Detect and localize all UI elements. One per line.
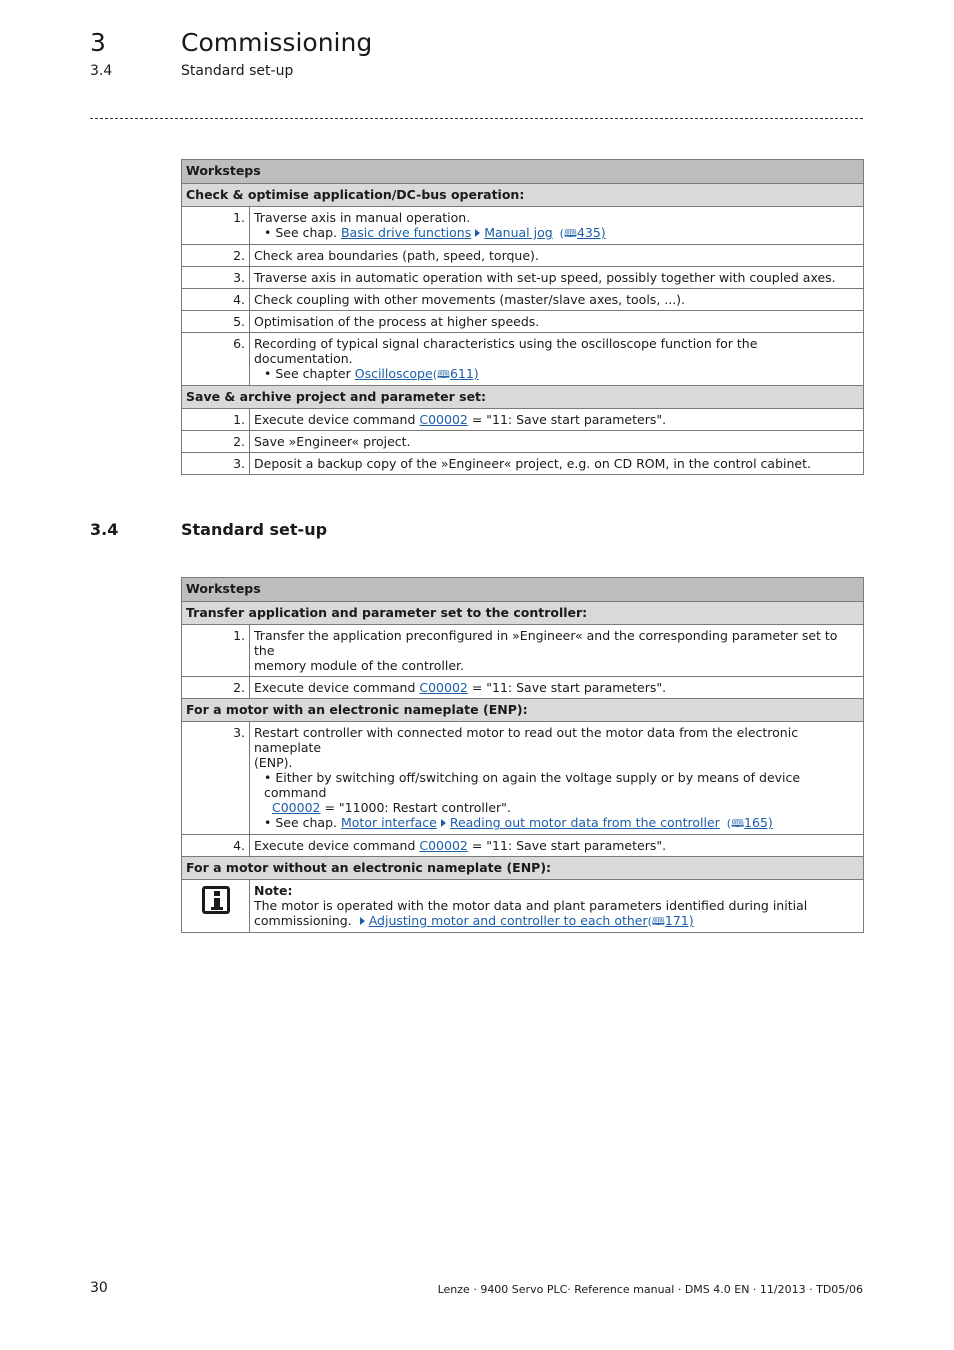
step-text: Traverse axis in automatic operation with set-up speed, possibly together with coupled axes. <box>250 267 864 289</box>
worksteps-table-2 <box>181 577 864 933</box>
table-row <box>182 333 864 386</box>
step-post: = "11: Save start parameters". <box>467 412 667 427</box>
step-number: 1. <box>182 207 250 245</box>
arrow-right-icon <box>441 819 446 827</box>
section-row: Transfer application and parameter set to the controller: <box>182 602 864 625</box>
step-post: = "11: Save start parameters". <box>467 838 667 853</box>
arrow-right-icon <box>360 917 365 925</box>
step-number: 6. <box>182 333 250 386</box>
table-row <box>182 311 864 333</box>
step-text <box>250 409 864 431</box>
arrow-right-icon <box>475 229 480 237</box>
step-number: 1. <box>182 409 250 431</box>
step-number: 3. <box>182 453 250 475</box>
section-row: Check & optimise application/DC-bus operation: <box>182 184 864 207</box>
step-description: Recording of typical signal characteristics using the oscilloscope function for the documentation. <box>254 336 758 366</box>
step-text: Deposit a backup copy of the »Engineer« project, e.g. on CD ROM, in the control cabinet. <box>250 453 864 475</box>
book-icon: (🕮 <box>552 227 577 240</box>
heading-number: 3.4 <box>90 520 119 539</box>
footer-reference: Lenze · 9400 Servo PLC· Reference manual · DMS 4.0 EN · 11/2013 · TD05/06 <box>437 1283 863 1296</box>
step-description: Traverse axis in manual operation. <box>254 210 471 225</box>
see-reference <box>254 815 859 831</box>
step-number: 2. <box>182 677 250 699</box>
link-basic-drive-functions[interactable]: Basic drive functions <box>340 225 472 240</box>
table-header: Worksteps <box>182 578 864 602</box>
step-number: 4. <box>182 289 250 311</box>
table-row <box>182 625 864 677</box>
step-line: Transfer the application preconfigured in »Engineer« and the corresponding parameter set to the <box>254 628 838 658</box>
page-ref-165[interactable]: 165) <box>744 815 773 830</box>
link-motor-interface[interactable]: Motor interface <box>340 815 437 830</box>
step-pre: Execute device command <box>254 680 420 695</box>
table-row <box>182 677 864 699</box>
see-prefix: • See chap. <box>264 815 341 830</box>
note-pre: commissioning. <box>254 913 352 928</box>
book-icon: (🕮 <box>432 368 450 381</box>
section-row: Save & archive project and parameter set: <box>182 386 864 409</box>
step-post: = "11: Save start parameters". <box>467 680 667 695</box>
step-text <box>250 722 864 835</box>
table-row <box>182 835 864 857</box>
step-number: 4. <box>182 835 250 857</box>
step-number: 3. <box>182 722 250 835</box>
bullet-post: = "11000: Restart controller". <box>320 800 511 815</box>
link-manual-jog[interactable]: Manual jog <box>484 225 553 240</box>
step-line: (ENP). <box>254 755 293 770</box>
chapter-title: Commissioning <box>181 28 373 57</box>
see-reference <box>254 225 859 241</box>
step-text: Check area boundaries (path, speed, torque). <box>250 245 864 267</box>
step-number: 1. <box>182 625 250 677</box>
section-title: Standard set-up <box>181 63 294 79</box>
table-row <box>182 409 864 431</box>
step-number: 5. <box>182 311 250 333</box>
step-pre: Execute device command <box>254 412 420 427</box>
link-oscilloscope[interactable]: Oscilloscope <box>354 366 433 381</box>
book-icon: (🕮 <box>719 817 745 830</box>
link-c00002[interactable]: C00002 <box>272 800 321 815</box>
page-ref-435[interactable]: 435) <box>576 225 606 240</box>
see-reference <box>254 366 859 382</box>
worksteps-table-1 <box>181 159 864 475</box>
table-row <box>182 245 864 267</box>
chapter-number: 3 <box>90 28 106 57</box>
step-text <box>250 207 864 245</box>
bullet-line: • Either by switching off/switching on again the voltage supply or by means of device command <box>264 770 801 800</box>
note-line: The motor is operated with the motor data and plant parameters identified during initial <box>254 898 808 913</box>
step-number: 2. <box>182 431 250 453</box>
see-prefix: • See chapter <box>264 366 355 381</box>
link-c00002[interactable]: C00002 <box>419 680 468 695</box>
section-row: For a motor with an electronic nameplate (ENP): <box>182 699 864 722</box>
step-line: Restart controller with connected motor to read out the motor data from the electronic nameplate <box>254 725 799 755</box>
note-text <box>250 880 864 933</box>
link-reading-motor-data[interactable]: Reading out motor data from the controller <box>449 815 720 830</box>
step-text: Optimisation of the process at higher speeds. <box>250 311 864 333</box>
step-text <box>250 835 864 857</box>
note-icon-cell <box>182 880 250 933</box>
bullet-continuation <box>254 800 859 815</box>
heading-title: Standard set-up <box>181 520 328 539</box>
section-row: For a motor without an electronic nameplate (ENP): <box>182 857 864 880</box>
link-adjusting-motor[interactable]: Adjusting motor and controller to each other <box>368 913 648 928</box>
link-c00002[interactable]: C00002 <box>419 412 468 427</box>
table-row <box>182 207 864 245</box>
step-text <box>250 677 864 699</box>
table-header: Worksteps <box>182 160 864 184</box>
see-prefix: • See chap. <box>264 225 341 240</box>
note-title: Note: <box>254 883 293 898</box>
page-ref-171[interactable]: 171) <box>664 913 694 928</box>
step-line: memory module of the controller. <box>254 658 464 673</box>
note-row <box>182 880 864 933</box>
note-line <box>254 913 859 929</box>
book-icon: (🕮 <box>647 915 665 928</box>
step-text: Check coupling with other movements (master/slave axes, tools, ...). <box>250 289 864 311</box>
table-row <box>182 267 864 289</box>
step-pre: Execute device command <box>254 838 420 853</box>
page-ref-611[interactable]: 611) <box>449 366 479 381</box>
step-text: Save »Engineer« project. <box>250 431 864 453</box>
info-icon <box>202 886 230 914</box>
table-row <box>182 289 864 311</box>
step-text <box>250 625 864 677</box>
step-text <box>250 333 864 386</box>
table-row <box>182 431 864 453</box>
section-number: 3.4 <box>90 63 113 79</box>
step-number: 2. <box>182 245 250 267</box>
page-number: 30 <box>90 1280 108 1296</box>
table-row <box>182 453 864 475</box>
link-c00002[interactable]: C00002 <box>419 838 468 853</box>
table-row <box>182 722 864 835</box>
step-number: 3. <box>182 267 250 289</box>
dashed-divider <box>90 118 863 119</box>
